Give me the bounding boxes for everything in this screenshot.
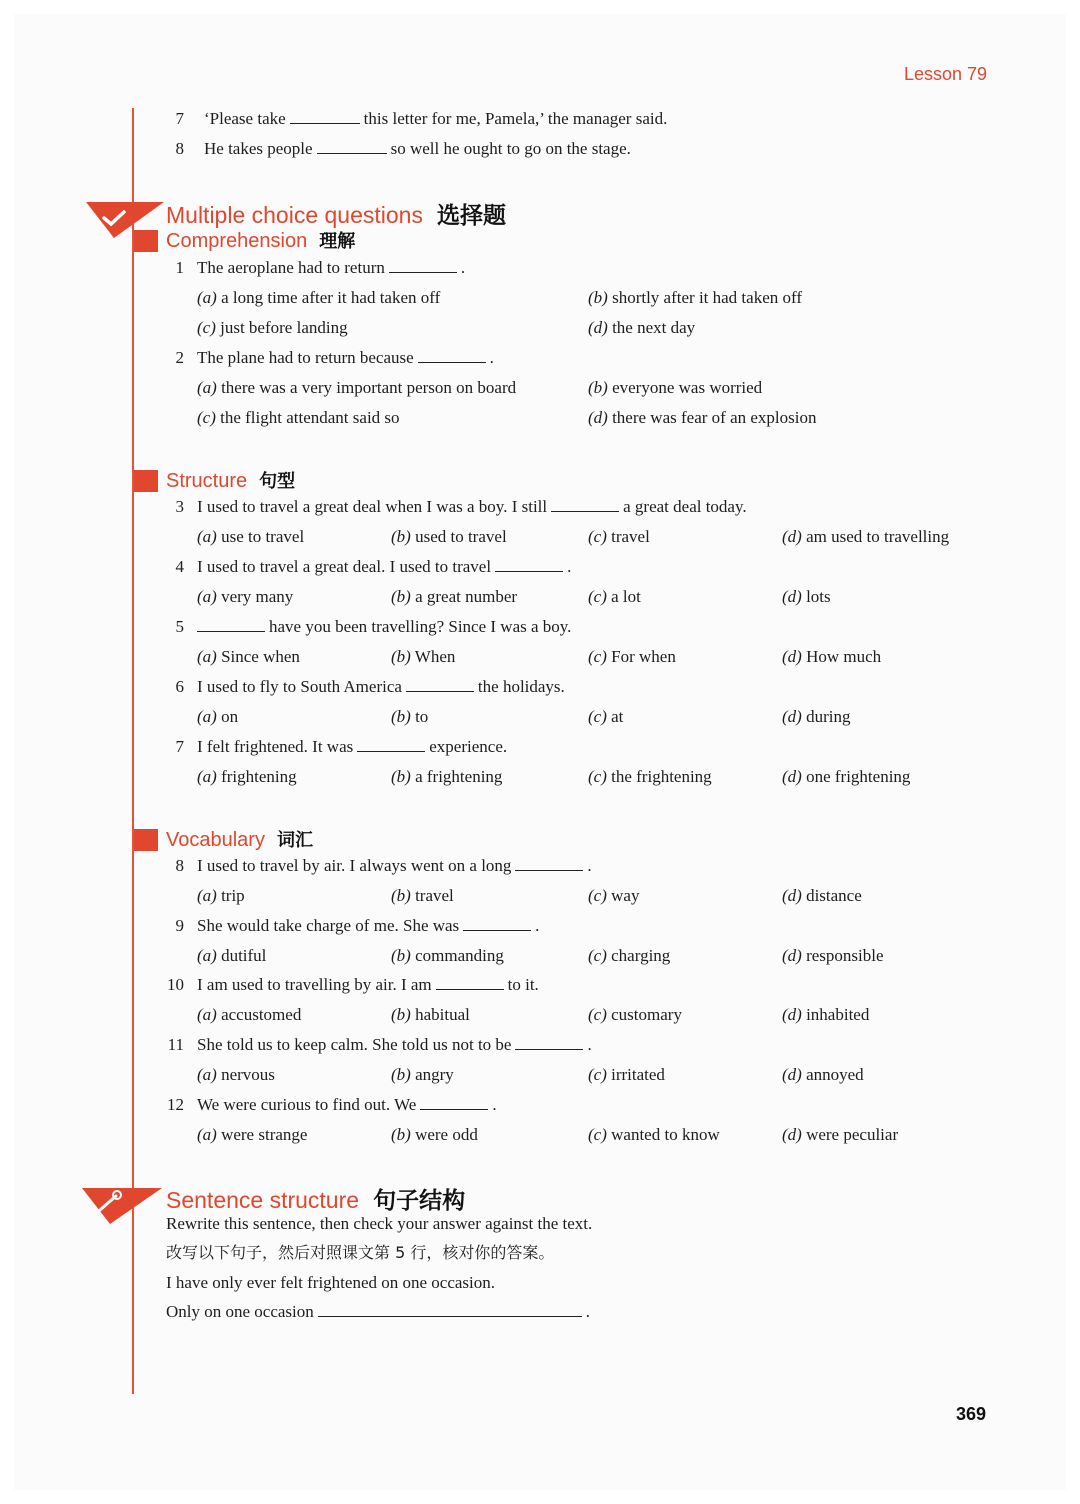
answer-blank[interactable] — [495, 557, 563, 572]
option-a[interactable]: (a) nervous — [197, 1065, 275, 1084]
option-b[interactable]: (b) a great number — [391, 587, 518, 606]
option-c[interactable]: (c) just before landing — [197, 318, 348, 337]
answer-blank[interactable] — [290, 109, 360, 124]
question-text: The aeroplane had to return . — [197, 258, 466, 277]
question-text: I am used to travelling by air. I am to it. — [197, 975, 539, 994]
answer-blank[interactable] — [551, 497, 619, 512]
option-b[interactable]: (b) used to travel — [391, 527, 507, 546]
lesson-label: Lesson 79 — [904, 64, 988, 84]
rewrite-line: Only on one occasion . — [166, 1302, 591, 1321]
question-number: 2 — [175, 348, 184, 367]
option-b[interactable]: (b) a frightening — [391, 767, 503, 786]
option-d[interactable]: (d) annoyed — [782, 1065, 864, 1084]
wrench-icon — [82, 1186, 164, 1226]
section-title-comprehension: Comprehension 理解 — [166, 230, 356, 252]
option-a[interactable]: (a) Since when — [197, 647, 300, 666]
option-c[interactable]: (c) charging — [588, 946, 671, 965]
question-text: We were curious to find out. We . — [197, 1095, 497, 1114]
option-c[interactable]: (c) way — [588, 886, 640, 905]
option-d[interactable]: (d) lots — [782, 587, 831, 606]
section-marker — [134, 230, 158, 252]
option-a[interactable]: (a) trip — [197, 886, 245, 905]
section-marker — [134, 829, 158, 851]
answer-blank[interactable] — [463, 916, 531, 931]
question-text: She told us to keep calm. She told us not to be . — [197, 1035, 592, 1054]
question-number: 11 — [167, 1035, 184, 1054]
question-text: I used to travel by air. I always went on a long . — [197, 856, 592, 875]
original-sentence: I have only ever felt frightened on one occasion. — [166, 1273, 496, 1292]
question-text: I felt frightened. It was experience. — [197, 737, 508, 756]
option-d[interactable]: (d) am used to travelling — [782, 527, 950, 546]
option-b[interactable]: (b) commanding — [391, 946, 504, 965]
instruction: Rewrite this sentence, then check your answer against the text. — [166, 1214, 593, 1233]
answer-blank[interactable] — [197, 617, 265, 632]
option-c[interactable]: (c) at — [588, 707, 624, 726]
question-number: 9 — [175, 916, 184, 935]
option-d[interactable]: (d) distance — [782, 886, 862, 905]
option-a[interactable]: (a) accustomed — [197, 1005, 302, 1024]
option-c[interactable]: (c) wanted to know — [588, 1125, 720, 1144]
instruction-zh: 改写以下句子，然后对照课文第 5 行，核对你的答案。 — [166, 1243, 555, 1262]
question-number: 4 — [175, 557, 184, 576]
option-b[interactable]: (b) When — [391, 647, 456, 666]
option-d[interactable]: (d) were peculiar — [782, 1125, 899, 1144]
answer-blank[interactable] — [389, 258, 457, 273]
option-a[interactable]: (a) a long time after it had taken off — [197, 288, 441, 307]
option-c[interactable]: (c) travel — [588, 527, 650, 546]
option-c[interactable]: (c) For when — [588, 647, 676, 666]
answer-blank[interactable] — [515, 856, 583, 871]
option-d[interactable]: (d) there was fear of an explosion — [588, 408, 817, 427]
question-number: 10 — [167, 975, 184, 994]
question-number: 12 — [167, 1095, 184, 1114]
option-c[interactable]: (c) the flight attendant said so — [197, 408, 400, 427]
option-d[interactable]: (d) during — [782, 707, 851, 726]
question-text: The plane had to return because . — [197, 348, 494, 367]
option-d[interactable]: (d) How much — [782, 647, 882, 666]
question-text: I used to travel a great deal. I used to travel . — [197, 557, 572, 576]
answer-blank[interactable] — [515, 1035, 583, 1050]
item-number: 7 — [175, 109, 184, 128]
option-a[interactable]: (a) very many — [197, 587, 294, 606]
option-a[interactable]: (a) dutiful — [197, 946, 267, 965]
section-marker — [134, 470, 158, 492]
option-a[interactable]: (a) on — [197, 707, 239, 726]
option-b[interactable]: (b) were odd — [391, 1125, 478, 1144]
answer-blank[interactable] — [420, 1095, 488, 1110]
option-b[interactable]: (b) shortly after it had taken off — [588, 288, 803, 307]
question-text: She would take charge of me. She was . — [197, 916, 540, 935]
answer-blank[interactable] — [406, 677, 474, 692]
item-number: 8 — [175, 139, 184, 158]
option-c[interactable]: (c) customary — [588, 1005, 682, 1024]
question-number: 7 — [175, 737, 184, 756]
option-d[interactable]: (d) one frightening — [782, 767, 911, 786]
section-title-mcq: Multiple choice questions 选择题 — [166, 202, 506, 229]
option-a[interactable]: (a) use to travel — [197, 527, 305, 546]
option-d[interactable]: (d) inhabited — [782, 1005, 870, 1024]
question-text: I used to fly to South America the holidays. — [197, 677, 565, 696]
option-c[interactable]: (c) a lot — [588, 587, 641, 606]
section-title-sentence-structure: Sentence structure 句子结构 — [166, 1187, 466, 1214]
question-number: 6 — [175, 677, 184, 696]
option-d[interactable]: (d) the next day — [588, 318, 696, 337]
exercise-line: He takes people so well he ought to go on the stage. — [204, 139, 631, 158]
page-number: 369 — [956, 1404, 987, 1424]
answer-blank[interactable] — [357, 737, 425, 752]
answer-blank[interactable] — [317, 139, 387, 154]
section-title-vocabulary: Vocabulary 词汇 — [166, 829, 313, 851]
question-number: 1 — [175, 258, 184, 277]
option-a[interactable]: (a) there was a very important person on board — [197, 378, 517, 397]
option-c[interactable]: (c) irritated — [588, 1065, 665, 1084]
option-a[interactable]: (a) were strange — [197, 1125, 308, 1144]
answer-blank[interactable] — [418, 348, 486, 363]
exercise-line: ‘Please take this letter for me, Pamela,’ the manager said. — [204, 109, 668, 128]
option-b[interactable]: (b) angry — [391, 1065, 454, 1084]
option-c[interactable]: (c) the frightening — [588, 767, 712, 786]
question-number: 5 — [175, 617, 184, 636]
question-number: 3 — [175, 497, 184, 516]
option-b[interactable]: (b) habitual — [391, 1005, 470, 1024]
question-text: I used to travel a great deal when I was a boy. I still a great deal today. — [197, 497, 747, 516]
option-a[interactable]: (a) frightening — [197, 767, 297, 786]
option-b[interactable]: (b) everyone was worried — [588, 378, 763, 397]
answer-blank[interactable] — [436, 975, 504, 990]
section-title-structure: Structure 句型 — [166, 470, 296, 492]
question-text: have you been travelling? Since I was a boy. — [197, 616, 571, 638]
question-number: 8 — [175, 856, 184, 875]
option-b[interactable]: (b) travel — [391, 886, 454, 905]
answer-blank[interactable] — [318, 1302, 582, 1317]
option-b[interactable]: (b) to — [391, 707, 429, 726]
option-d[interactable]: (d) responsible — [782, 946, 884, 965]
